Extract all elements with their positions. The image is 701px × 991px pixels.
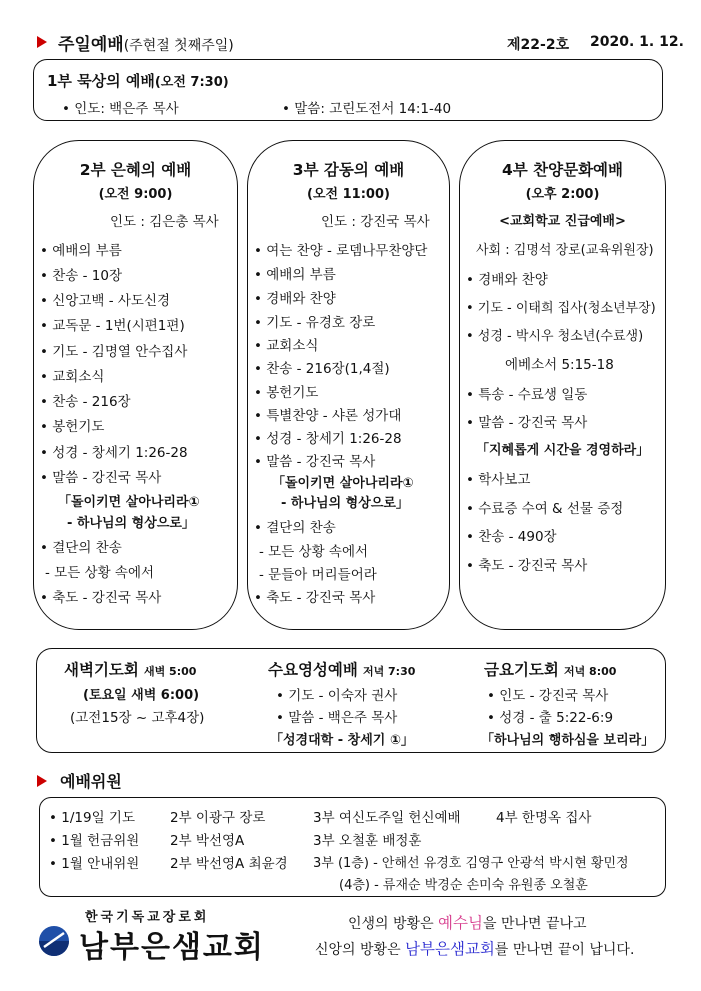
service4-item: • 말씀 - 강진국 목사 (466, 415, 588, 431)
service2-closing: - 모든 상황 속에서 (45, 565, 155, 581)
denomination-name: 한국기독교장로회 (85, 910, 210, 925)
friday-scripture: • 성경 - 출 5:22-6:9 (487, 710, 614, 726)
service3-item: • 말씀 - 강진국 목사 (254, 454, 376, 470)
service3-item: • 여는 찬양 - 로뎀나무찬양단 (254, 243, 428, 259)
service2-item: • 성경 - 창세기 1:26-28 (40, 445, 188, 461)
motto-church: 남부은샘교회 (405, 940, 495, 958)
service4-leader: 사회 : 김명석 장로(교육위원장) (476, 243, 654, 258)
committee-row3-label: • 1월 안내위원 (49, 856, 140, 872)
service3-item: • 교회소식 (254, 338, 319, 354)
service2-item: • 신앙고백 - 사도신경 (40, 293, 171, 309)
committee-row1-label: • 1/19일 기도 (49, 810, 135, 826)
service3-item: • 찬송 - 216장(1,4절) (254, 361, 390, 377)
service3-closing: • 축도 - 강진국 목사 (254, 590, 376, 606)
service1-leader: • 인도: 백은주 목사 (62, 101, 179, 117)
committee-row3-2bu: 2부 박선영A 최윤경 (170, 856, 288, 872)
service4-scripture: 에베소서 5:15-18 (505, 357, 614, 373)
service3-leader: 인도 : 강진국 목사 (321, 214, 430, 230)
service2-closing: • 축도 - 강진국 목사 (40, 590, 162, 606)
service3-closing: - 모든 상황 속에서 (259, 544, 369, 560)
service4-time: (오후 2:00) (525, 187, 600, 202)
committee-arrow-icon (37, 775, 47, 787)
service3-closing: - 문들아 머리들어라 (259, 567, 377, 583)
issue-date: 2020. 1. 12. (590, 34, 684, 50)
service4-title: 4부 찬양문화예배 (502, 161, 623, 179)
service2-leader: 인도 : 김은총 목사 (110, 214, 219, 230)
issue-number: 제22-2호 (507, 37, 570, 53)
service2-item: • 교회소식 (40, 369, 105, 385)
service1-sermon: • 말씀: 고린도전서 14:1-40 (282, 101, 452, 117)
service4-sermon-title: 「지혜롭게 시간을 경영하라」 (476, 443, 650, 458)
service2-sermon-title: 「돌이키면 살아나리라① (58, 495, 200, 510)
service4-subtitle: <교회학교 진급예배> (499, 214, 626, 229)
service2-closing: • 결단의 찬송 (40, 540, 122, 556)
service2-item: • 기도 - 김명열 안수집사 (40, 344, 188, 360)
service2-item: • 찬송 - 216장 (40, 394, 131, 410)
service2-title: 2부 은혜의 예배 (79, 161, 192, 179)
service2-item: • 말씀 - 강진국 목사 (40, 470, 162, 486)
dawn-prayer-title: 새벽기도회 새벽 5:00 (64, 661, 197, 679)
committee-row1-4bu: 4부 한명옥 집사 (496, 810, 592, 826)
friday-theme: 「하나님의 행하심을 보리라」 (481, 733, 655, 748)
committee-row1-2bu: 2부 이광구 장로 (170, 810, 266, 826)
committee-row4: (4층) - 류재순 박경순 손미숙 유원종 오철훈 (339, 878, 588, 893)
header-arrow-icon (37, 36, 47, 48)
wednesday-title: 수요영성예배 저녁 7:30 (268, 661, 416, 679)
dawn-text: (고전15장 ~ 고후4장) (70, 710, 205, 726)
service3-item: • 경배와 찬양 (254, 291, 336, 307)
service2-item: • 봉헌기도 (40, 419, 105, 435)
service4-item: • 경배와 찬양 (466, 272, 548, 288)
service2-sermon-title: - 하나님의 형상으로」 (67, 516, 195, 531)
service3-sermon-title: - 하나님의 형상으로」 (281, 496, 409, 511)
service3-sermon-title: 「돌이키면 살아나리라① (272, 476, 414, 491)
motto-jesus: 예수님 (438, 914, 483, 932)
wednesday-sermon: • 말씀 - 백은주 목사 (276, 710, 398, 726)
page-title: 주일예배(주현절 첫째주일) (58, 35, 234, 55)
service3-closing: • 결단의 찬송 (254, 520, 336, 536)
service2-item: • 예배의 부름 (40, 243, 122, 259)
committee-row2-label: • 1월 헌금위원 (49, 833, 140, 849)
motto-line-2: 신앙의 방황은 남부은샘교회를 만나면 끝이 납니다. (315, 940, 635, 958)
service4-item: • 수료증 수여 & 선물 증정 (466, 501, 624, 517)
motto-line-1: 인생의 방황은 예수님을 만나면 끝나고 (348, 914, 587, 932)
service3-item: • 특별찬양 - 샤론 성가대 (254, 408, 402, 424)
service4-item: • 학사보고 (466, 472, 531, 488)
committee-row3-3bu: 3부 (1층) - 안해선 유경호 김영구 안광석 박시현 황민정 (313, 856, 629, 871)
wednesday-theme: 「성경대학 - 창세기 ①」 (270, 733, 414, 748)
committee-row2-2bu: 2부 박선영A (170, 833, 245, 849)
service2-item: • 교독문 - 1번(시편1편) (40, 318, 185, 334)
friday-leader: • 인도 - 강진국 목사 (487, 688, 609, 704)
service1-title: 1부 묵상의 예배(오전 7:30) (47, 72, 229, 90)
committee-row2-3bu: 3부 오철훈 배정훈 (313, 833, 422, 849)
service2-item: • 찬송 - 10장 (40, 268, 123, 284)
committee-title: 예배위원 (60, 772, 122, 791)
service3-item: • 예배의 부름 (254, 267, 336, 283)
dawn-saturday: (토요일 새벽 6:00) (83, 688, 200, 703)
service4-item: • 성경 - 박시우 청소년(수료생) (466, 329, 644, 344)
wednesday-leader: • 기도 - 이숙자 권사 (276, 688, 398, 704)
service3-time: (오전 11:00) (307, 187, 390, 202)
service4-item: • 기도 - 이태희 집사(청소년부장) (466, 301, 656, 316)
service2-time: (오전 9:00) (98, 187, 173, 202)
church-name: 남부은샘교회 (79, 930, 265, 965)
service4-item: • 축도 - 강진국 목사 (466, 558, 588, 574)
service4-item: • 찬송 - 490장 (466, 529, 557, 545)
service4-item: • 특송 - 수료생 일동 (466, 387, 588, 403)
church-logo-icon (38, 925, 70, 957)
committee-row1-3bu: 3부 여신도주일 헌신예배 (313, 810, 461, 826)
service3-item: • 기도 - 유경호 장로 (254, 315, 376, 331)
service3-title: 3부 감동의 예배 (292, 161, 405, 179)
service3-item: • 봉헌기도 (254, 385, 319, 401)
service3-item: • 성경 - 창세기 1:26-28 (254, 431, 402, 447)
friday-title: 금요기도회 저녁 8:00 (484, 661, 617, 679)
